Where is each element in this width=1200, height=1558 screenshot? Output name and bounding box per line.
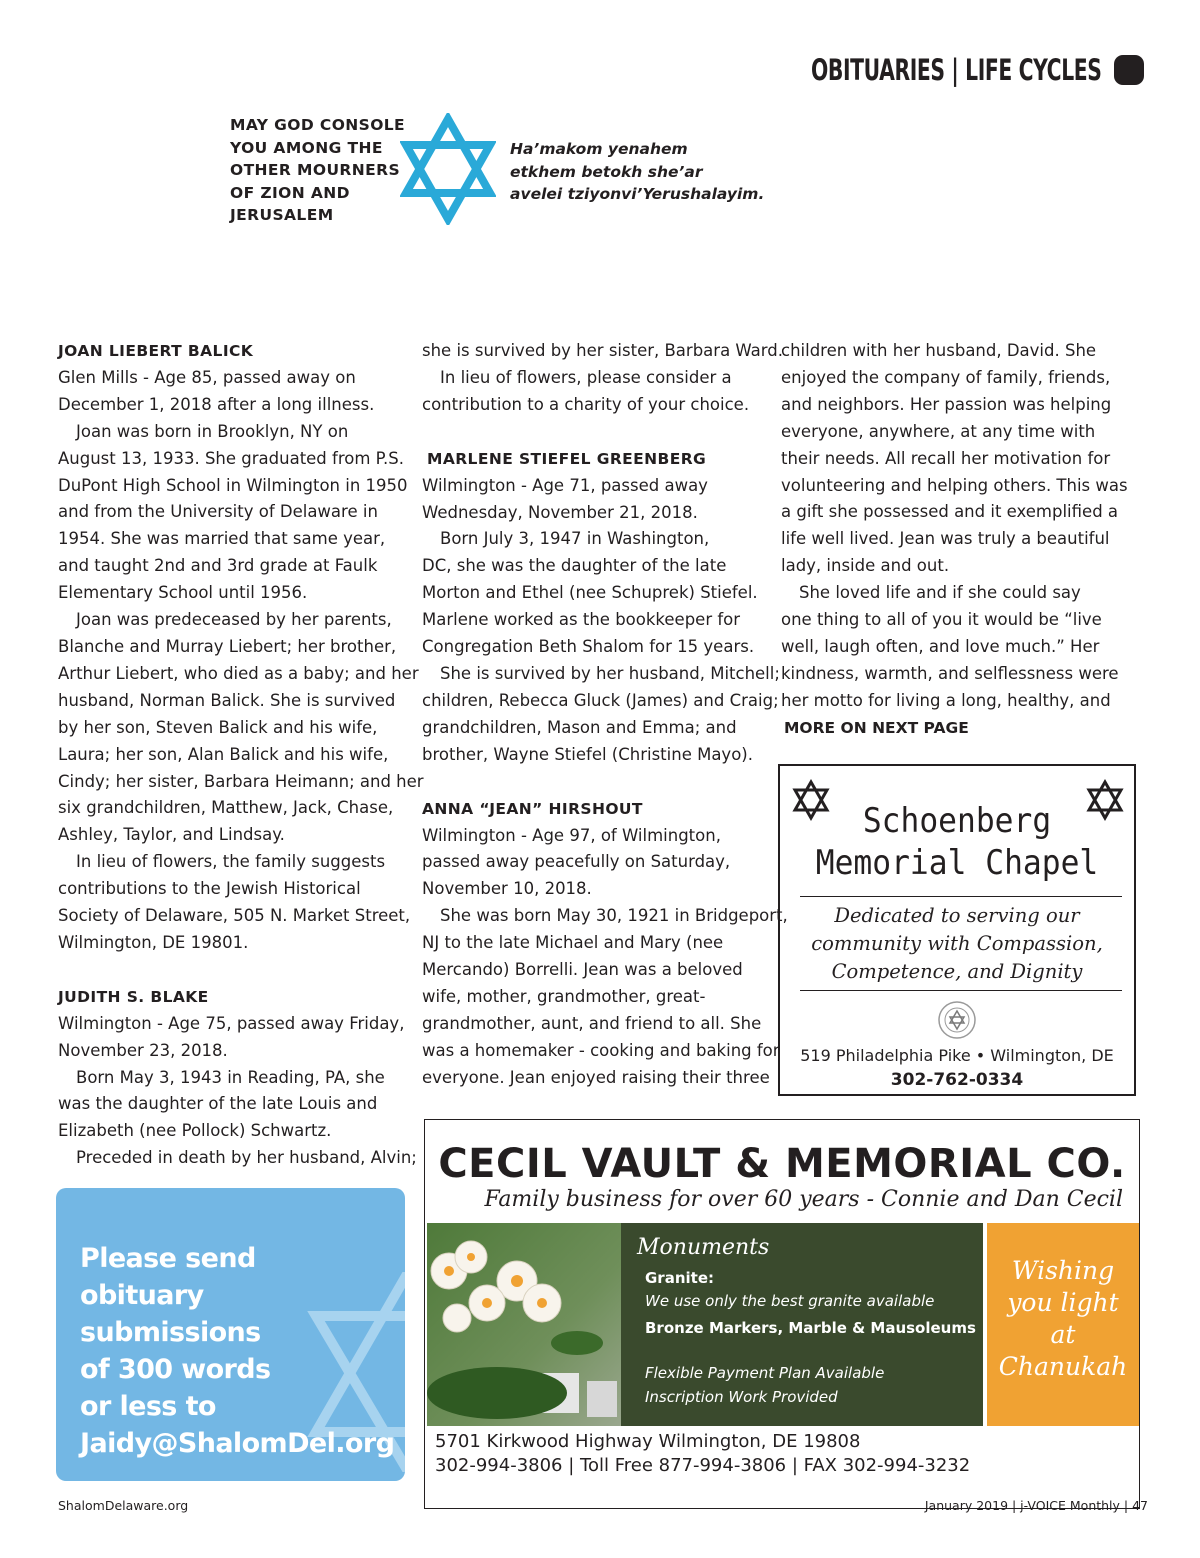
monuments-heading: Monuments: [637, 1235, 770, 1260]
text-line: children, Rebecca Gluck (James) and Craig;: [422, 690, 779, 710]
text-line: Cindy; her sister, Barbara Heimann; and her: [58, 771, 424, 791]
text-line: and from the University of Delaware in: [58, 502, 378, 522]
inscription-text: Inscription Work Provided: [645, 1388, 838, 1406]
cecil-vault-ad: [424, 1119, 1140, 1509]
obituary-column-3: [781, 338, 1128, 742]
tagline-line: community with Compassion,: [811, 932, 1103, 955]
text-line: everyone. Jean enjoyed raising their three: [422, 1067, 770, 1087]
text-line: Laura; her son, Alan Balick and his wife,: [58, 744, 389, 764]
monuments-panel: [621, 1223, 983, 1426]
submission-line: of 300 words: [80, 1354, 271, 1385]
text-line: November 10, 2018.: [422, 879, 592, 899]
bronze-text: Bronze Markers, Marble & Mausoleums: [645, 1319, 976, 1337]
wish-line: you light: [1007, 1288, 1119, 1317]
text-line: by her son, Steven Balick and his wife,: [58, 717, 378, 737]
obituary-column-1: [58, 338, 424, 1172]
divider: [800, 990, 1122, 991]
footer-website[interactable]: ShalomDelaware.org: [58, 1498, 189, 1513]
section-tab-marker: [1114, 55, 1144, 85]
text-line: contribution to a charity of your choice.: [422, 394, 750, 414]
text-line: Elizabeth (nee Pollock) Schwartz.: [58, 1121, 332, 1141]
text-line: Ashley, Taylor, and Lindsay.: [58, 825, 285, 845]
blessing-line: JERUSALEM: [230, 206, 334, 224]
text-line: Elementary School until 1956.: [58, 583, 308, 603]
blessing-translit-line: etkhem betokh she’ar: [510, 162, 703, 181]
flowers-photo: [427, 1223, 621, 1426]
schoenberg-title-line: Schoenberg: [862, 801, 1052, 841]
text-line: Born May 3, 1943 in Reading, PA, she: [76, 1067, 385, 1087]
star-of-david-icon: [400, 113, 496, 225]
text-line: DuPont High School in Wilmington in 1950: [58, 475, 408, 495]
text-line: children with her husband, David. She: [781, 341, 1097, 360]
section-header: [729, 48, 1144, 92]
text-line: Society of Delaware, 505 N. Market Street,: [58, 906, 411, 926]
text-line: well, laugh often, and love much.” Her: [781, 636, 1100, 656]
submission-line: or less to: [80, 1391, 216, 1422]
text-line: everyone, anywhere, at any time with: [781, 421, 1096, 441]
text-line: their needs. All recall her motivation for: [781, 448, 1111, 468]
text-line: lady, inside and out.: [781, 556, 950, 576]
text-line: Morton and Ethel (nee Schuprek) Stiefel.: [422, 583, 758, 603]
footer-issue-page: January 2019 | j-VOICE Monthly | 47: [924, 1498, 1148, 1513]
granite-label: Granite:: [645, 1269, 714, 1287]
cecil-phones: 302-994-3806 | Toll Free 877-994-3806 | FAX 302-994-3232: [435, 1455, 971, 1476]
wish-line: Wishing: [1011, 1256, 1115, 1285]
schoenberg-tagline: [780, 902, 1134, 986]
tagline-line: Competence, and Dignity: [831, 960, 1083, 983]
text-line: She is survived by her husband, Mitchell;: [440, 663, 780, 683]
submission-text: [80, 1240, 394, 1462]
submission-line: obituary: [80, 1280, 204, 1311]
blessing-line: YOU AMONG THE: [230, 138, 383, 157]
section-title: OBITUARIES | LIFE CYCLES: [811, 53, 1102, 87]
text-line: DC, she was the daughter of the late: [422, 556, 727, 576]
granite-text: We use only the best granite available: [645, 1292, 935, 1310]
blessing-translit-line: avelei tziyonvi’Yerushalayim.: [510, 185, 765, 203]
payment-plan-text: Flexible Payment Plan Available: [645, 1364, 885, 1382]
text-line: grandmother, aunt, and friend to all. She: [422, 1013, 762, 1033]
text-line: Congregation Beth Shalom for 15 years.: [422, 637, 755, 657]
text-line: NJ to the late Michael and Mary (nee: [422, 933, 724, 953]
submission-email[interactable]: Jaidy@ShalomDel.org: [80, 1428, 395, 1459]
schoenberg-phone: 302-762-0334: [890, 1070, 1024, 1090]
obituary-name: ANNA “JEAN” HIRSHOUT: [422, 799, 643, 818]
text-line: wife, mother, grandmother, great-: [422, 986, 706, 1006]
text-line: six grandchildren, Matthew, Jack, Chase,: [58, 798, 394, 818]
submission-notice: [56, 1188, 405, 1481]
text-line: In lieu of flowers, the family suggests: [76, 852, 386, 872]
cecil-slogan: Family business for over 60 years - Connie and Dan Cecil: [484, 1187, 1123, 1212]
text-line: and neighbors. Her passion was helping: [781, 394, 1112, 414]
text-line: She was born May 30, 1921 in Bridgeport,: [440, 906, 788, 926]
divider: [800, 896, 1122, 897]
blessing-english: [230, 114, 410, 227]
text-line: Preceded in death by her husband, Alvin;: [76, 1148, 417, 1168]
text-line: She loved life and if she could say: [799, 583, 1081, 603]
blessing-line: MAY GOD CONSOLE: [230, 116, 406, 134]
submission-line: submissions: [80, 1317, 261, 1348]
text-line: husband, Norman Balick. She is survived: [58, 690, 396, 710]
text-line: November 23, 2018.: [58, 1040, 228, 1060]
text-line: Wilmington - Age 75, passed away Friday,: [58, 1013, 405, 1033]
text-line: August 13, 1933. She graduated from P.S.: [58, 448, 405, 468]
text-line: Joan was born in Brooklyn, NY on: [76, 421, 349, 441]
text-line: was a homemaker - cooking and baking for: [422, 1040, 780, 1060]
text-line: and taught 2nd and 3rd grade at Faulk: [58, 556, 378, 576]
text-line: Wilmington - Age 97, of Wilmington,: [422, 825, 721, 845]
text-line: she is survived by her sister, Barbara Ward.: [422, 341, 784, 360]
tagline-line: Dedicated to serving our: [834, 904, 1080, 927]
obituary-name: JOAN LIEBERT BALICK: [58, 342, 254, 360]
text-line: Wednesday, November 21, 2018.: [422, 502, 698, 522]
text-line: contributions to the Jewish Historical: [58, 879, 361, 899]
text-line: December 1, 2018 after a long illness.: [58, 394, 375, 414]
submission-line: Please send: [80, 1243, 256, 1274]
text-line: Joan was predeceased by her parents,: [76, 610, 392, 630]
association-seal-icon: [937, 1000, 977, 1040]
text-line: Born July 3, 1947 in Washington,: [440, 529, 710, 549]
text-line: Glen Mills - Age 85, passed away on: [58, 367, 356, 387]
text-line: Blanche and Murray Liebert; her brother,: [58, 636, 397, 656]
wish-line: Chanukah: [998, 1352, 1128, 1381]
text-line: enjoyed the company of family, friends,: [781, 367, 1111, 387]
text-line: her motto for living a long, healthy, and: [781, 690, 1111, 710]
text-line: Wilmington - Age 71, passed away: [422, 475, 708, 495]
wish-line: at: [1050, 1320, 1076, 1349]
text-line: Mercando) Borrelli. Jean was a beloved: [422, 960, 743, 980]
schoenberg-ad: [778, 764, 1136, 1096]
text-line: In lieu of flowers, please consider a: [440, 367, 732, 387]
text-line: brother, Wayne Stiefel (Christine Mayo).: [422, 744, 753, 764]
cecil-title: CECIL VAULT & MEMORIAL CO.: [438, 1141, 1126, 1187]
text-line: one thing to all of you it would be “live: [781, 610, 1102, 630]
blessing-translit-line: Ha’makom yenahem: [510, 140, 688, 158]
obituary-name: MARLENE STIEFEL GREENBERG: [427, 449, 707, 468]
text-line: volunteering and helping others. This was: [781, 475, 1128, 495]
schoenberg-address: 519 Philadelphia Pike • Wilmington, DE: [800, 1046, 1114, 1065]
more-on-next-page: MORE ON NEXT PAGE: [784, 718, 969, 737]
text-line: grandchildren, Mason and Emma; and: [422, 717, 737, 737]
blessing-transliteration: [510, 138, 770, 206]
text-line: kindness, warmth, and selflessness were: [781, 663, 1119, 683]
blessing-line: OTHER MOURNERS: [230, 161, 401, 179]
text-line: Arthur Liebert, who died as a baby; and her: [58, 663, 419, 683]
schoenberg-title: [794, 800, 1120, 884]
chanukah-wish-panel: [987, 1223, 1139, 1426]
cecil-address: 5701 Kirkwood Highway Wilmington, DE 19808: [435, 1431, 861, 1452]
blessing-line: OF ZION AND: [230, 183, 350, 202]
obituary-name: JUDITH S. BLAKE: [58, 987, 209, 1006]
text-line: life well lived. Jean was truly a beautiful: [781, 529, 1110, 549]
text-line: passed away peacefully on Saturday,: [422, 852, 731, 872]
text-line: was the daughter of the late Louis and: [58, 1094, 378, 1114]
schoenberg-title-line: Memorial Chapel: [815, 843, 1099, 883]
text-line: a gift she possessed and it exemplified a: [781, 502, 1119, 522]
text-line: 1954. She was married that same year,: [58, 529, 386, 549]
text-line: Wilmington, DE 19801.: [58, 932, 249, 952]
text-line: Marlene worked as the bookkeeper for: [422, 610, 741, 630]
obituary-column-2: [422, 338, 788, 1092]
